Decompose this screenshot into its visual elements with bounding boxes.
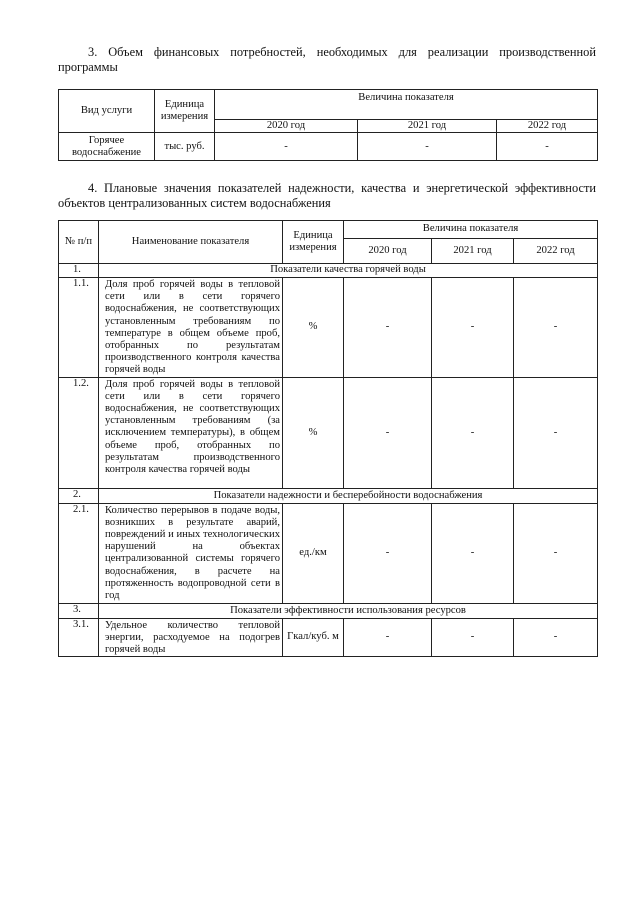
year-header: 2022 год <box>514 239 598 264</box>
row-number: 2.1. <box>59 503 99 603</box>
year-header: 2021 год <box>432 239 514 264</box>
unit-cell: тыс. руб. <box>155 133 215 161</box>
unit-cell: Гкал/куб. м <box>283 618 344 657</box>
col-header-unit: Единица измерения <box>283 221 344 264</box>
value-cell: - <box>432 377 514 488</box>
value-cell: - <box>344 377 432 488</box>
section-title: Показатели качества горячей воды <box>99 264 598 278</box>
unit-cell: % <box>283 278 344 378</box>
year-header: 2021 год <box>358 120 497 133</box>
value-cell: - <box>514 503 598 603</box>
section-4-heading <box>58 181 596 211</box>
value-cell: - <box>344 278 432 378</box>
section-number: 2. <box>59 488 99 503</box>
value-cell: - <box>514 377 598 488</box>
unit-cell: ед./км <box>283 503 344 603</box>
col-header-name: Наименование показателя <box>99 221 283 264</box>
value-cell: - <box>358 133 497 161</box>
table-row <box>59 278 598 378</box>
section-row <box>59 264 598 278</box>
row-number: 1.2. <box>59 377 99 488</box>
value-cell: - <box>432 618 514 657</box>
section-3-title: Объем финансовых потребностей, необходимых для реализации производственной программы <box>58 45 596 74</box>
value-cell: - <box>497 133 598 161</box>
row-number: 3.1. <box>59 618 99 657</box>
year-header: 2022 год <box>497 120 598 133</box>
value-cell: - <box>432 278 514 378</box>
indicators-table <box>58 220 598 657</box>
value-cell: - <box>514 278 598 378</box>
section-row <box>59 603 598 618</box>
table-row <box>59 377 598 488</box>
unit-cell: % <box>283 377 344 488</box>
value-cell: - <box>344 503 432 603</box>
value-cell: - <box>514 618 598 657</box>
col-header-num: № п/п <box>59 221 99 264</box>
financial-needs-table <box>58 89 598 161</box>
value-cell: - <box>344 618 432 657</box>
value-cell: - <box>432 503 514 603</box>
col-header-value: Величина показателя <box>344 221 598 239</box>
col-header-unit: Единица измерения <box>155 90 215 133</box>
section-4-number: 4. <box>88 181 98 195</box>
table-row <box>59 618 598 657</box>
indicator-name: Удельное количество тепловой энергии, расходуемое на подогрев горячей воды <box>99 618 283 657</box>
row-number: 1.1. <box>59 278 99 378</box>
section-number: 3. <box>59 603 99 618</box>
indicator-name: Доля проб горячей воды в тепловой сети или в сети горячего водоснабжения, не соответствующих установленным требованиям по температуре в общем объеме проб, отобранных по результатам производственного контроля качества горячей воды <box>99 278 283 378</box>
col-header-value: Величина показателя <box>215 90 598 120</box>
section-title: Показатели эффективности использования ресурсов <box>99 603 598 618</box>
section-title: Показатели надежности и бесперебойности водоснабжения <box>99 488 598 503</box>
year-header: 2020 год <box>344 239 432 264</box>
value-cell: - <box>215 133 358 161</box>
year-header: 2020 год <box>215 120 358 133</box>
indicator-name: Количество перерывов в подаче воды, возникших в результате аварий, повреждений и иных технологических нарушений на объектах централизованной системы горячего водоснабжения, в расчете на протяженность водопроводной сети в год <box>99 503 283 603</box>
section-3-heading <box>58 45 596 75</box>
col-header-service: Вид услуги <box>59 90 155 133</box>
indicator-name: Доля проб горячей воды в тепловой сети или в сети горячего водоснабжения, не соответствующих установленным требованиям (за исключением температуры), в общем объеме проб, отобранных по результатам производственного контроля качества горячей воды <box>99 377 283 488</box>
section-3-number: 3. <box>88 45 98 59</box>
section-4-title: Плановые значения показателей надежности, качества и энергетической эффективности объектов централизованных систем водоснабжения <box>58 181 596 210</box>
section-row <box>59 488 598 503</box>
section-number: 1. <box>59 264 99 278</box>
service-cell: Горячее водоснабжение <box>59 133 155 161</box>
table-row <box>59 503 598 603</box>
